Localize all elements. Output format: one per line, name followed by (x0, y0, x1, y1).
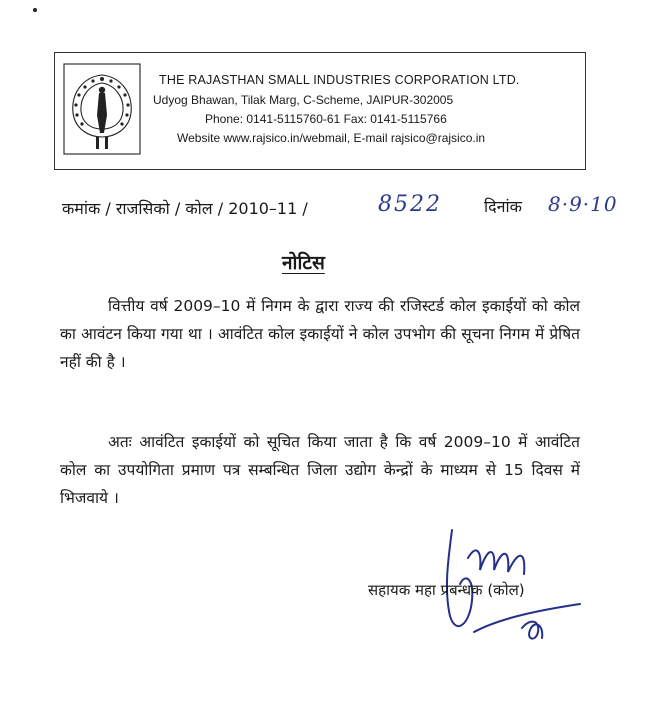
notice-paragraph-1 (60, 292, 580, 376)
peacock-emblem-icon (63, 63, 141, 155)
notice-paragraph-1-text: वित्तीय वर्ष 2009–10 में निगम के द्वारा राज्य की रजिस्टर्ड कोल इकाईयों को कोल का आवंटन किया गया था । आवंटित कोल इकाईयों ने कोल उपभोग की सूचना निगम में प्रेषित नहीं की है । (60, 297, 580, 371)
reference-prefix: कमांक / राजसिको / कोल / 2010–11 / (62, 199, 308, 218)
org-address: Udyog Bhawan, Tilak Marg, C-Scheme, JAIPUR-302005 (153, 93, 454, 107)
scan-speck (33, 8, 37, 12)
notice-paragraph-2 (60, 428, 580, 512)
notice-paragraph-2-text: अतः आवंटित इकाईयों को सूचित किया जाता है कि वर्ष 2009–10 में आवंटित कोल का उपयोगिता प्रमाण पत्र सम्बन्धित जिला उद्योग केन्द्रों के माध्यम से 15 दिवस में भिजवाये । (60, 433, 580, 507)
reference-number: 8522 (378, 192, 442, 217)
signatory-designation: सहायक महा प्रबन्धक (कोल) (368, 581, 525, 599)
org-name: THE RAJASTHAN SMALL INDUSTRIES CORPORATION LTD. (159, 73, 520, 87)
date-value: 8·9·10 (548, 192, 618, 216)
notice-title: नोटिस (282, 252, 325, 274)
org-phone: Phone: 0141-5115760-61 Fax: 0141-5115766 (205, 112, 447, 126)
org-website: Website www.rajsico.in/webmail, E-mail rajsico@rajsico.in (177, 131, 486, 145)
letterhead-box (54, 52, 586, 170)
date-label: दिनांक (484, 197, 522, 216)
